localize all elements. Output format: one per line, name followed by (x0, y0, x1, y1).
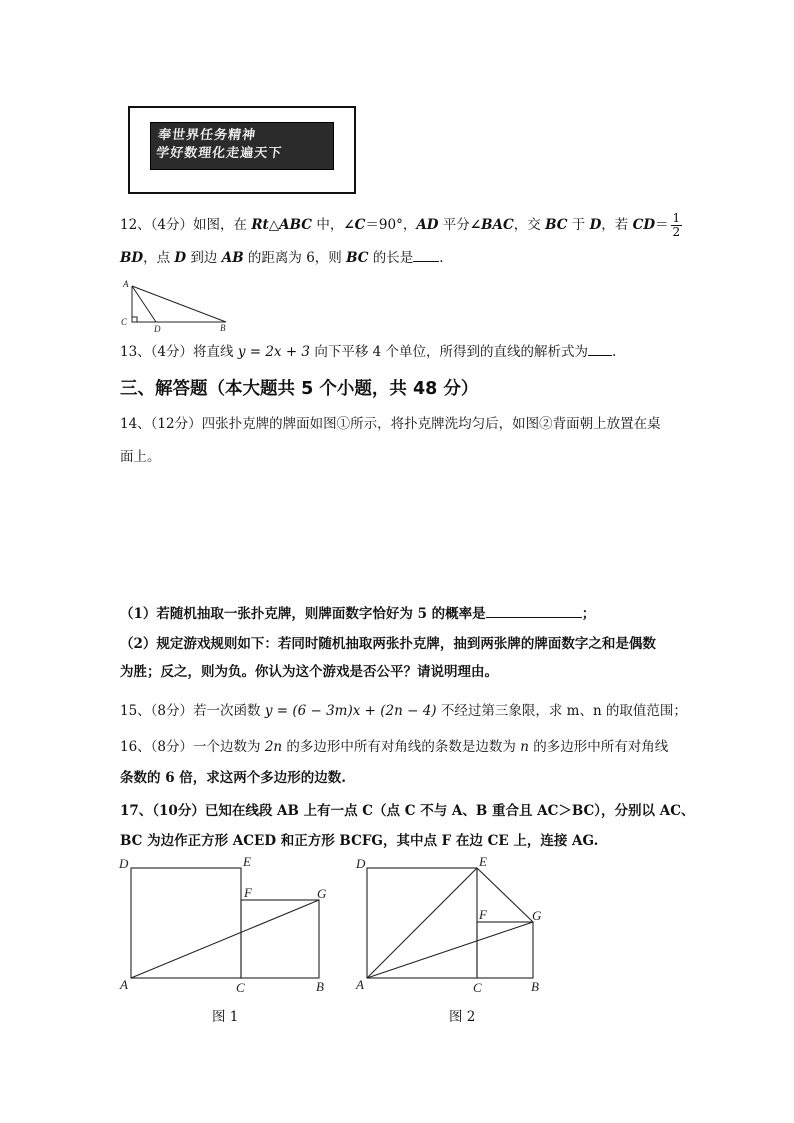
svg-text:C: C (236, 980, 245, 995)
svg-text:D: D (119, 856, 129, 871)
right-angle-mark (132, 317, 137, 322)
q14-line-2: 面上。 (120, 449, 161, 465)
label-d: D (154, 324, 161, 334)
q12-line-1: 12、（4分）如图，在 Rt△ABC 中，∠C＝90°，AD 平分∠BAC，交 BC 于 D，若 CD＝ $\frac{1}{2}$ (120, 211, 681, 239)
figure-1-caption: 图 1 (212, 1009, 239, 1025)
q13: 13、（4分）将直线 y = 2x + 3 向下平移 4 个单位，所得到的直线的解析式为 . (120, 341, 616, 362)
q16-line-1: 16、（8分）一个边数为 2n 的多边形中所有对角线的条数是边数为 n 的多边形中所有对角线 (120, 739, 669, 755)
q13-expression: y = 2x + 3 (237, 344, 311, 360)
q14-line-1: 14、（12分）四张扑克牌的牌面如图①所示，将扑克牌洗均匀后，如图②背面朝上放置在桌 (120, 416, 661, 432)
square-bcfg (241, 900, 319, 978)
answer-blank[interactable] (413, 247, 439, 262)
figure-2-caption: 图 2 (449, 1009, 476, 1025)
seal-inner (150, 122, 334, 170)
square-aced (131, 868, 241, 978)
side-ab (132, 286, 226, 322)
svg-text:B: B (531, 979, 539, 994)
svg-text:A: A (120, 977, 128, 992)
q14-sub-1: （1）若随机抽取一张扑克牌，则牌面数字恰好为 5 的概率是 ； (120, 603, 595, 624)
section-heading: 三、解答题（本大题共 5 个小题，共 48 分） (120, 379, 479, 399)
svg-text:B: B (316, 979, 324, 994)
svg-text:F: F (479, 907, 487, 922)
segment-ag (131, 900, 319, 978)
svg-text:C: C (473, 980, 482, 995)
q17-line-2: BC 为边作正方形 ACED 和正方形 BCFG，其中点 F 在边 CE 上，连接 AG. (120, 833, 599, 849)
q16-line-2: 条数的 6 倍，求这两个多边形的边数. (120, 770, 346, 786)
svg-text:E: E (479, 854, 487, 869)
figure-2 (348, 850, 578, 1000)
segment-ae (367, 868, 477, 978)
label-b: B (220, 323, 226, 333)
seal-image (128, 106, 356, 194)
q14-sub-2-line-2: 为胜；反之，则为负。你认为这个游戏是否公平？请说明理由。 (120, 664, 498, 680)
q15-expression: y = (6 − 3m)x + (2n − 4) (264, 703, 437, 719)
label-c: C (121, 317, 128, 327)
svg-text:F: F (244, 885, 252, 900)
svg-text:E: E (243, 854, 251, 869)
q15: 15、（8分）若一次函数 y = (6 − 3m)x + (2n − 4) 不经过第三象限，求 m、n 的取值范围； (120, 703, 687, 719)
seal-line-1: 奉世界任务精神 (157, 128, 257, 143)
svg-text:D: D (356, 856, 366, 871)
svg-text:G: G (317, 886, 327, 901)
segment-ag (367, 922, 533, 978)
answer-blank[interactable] (486, 603, 582, 618)
label-a: A (123, 279, 129, 289)
svg-text:A: A (356, 977, 364, 992)
seal-line-2: 学好数理化走遍天下 (155, 146, 283, 161)
fraction-one-half: $\frac{1}{2}$ (672, 211, 681, 239)
answer-blank[interactable] (588, 341, 612, 356)
q12-line-2: BD，点 D 到边 AB 的距离为 6，则 BC 的长是 . (120, 247, 444, 268)
triangle-figure (118, 278, 238, 334)
figure-1 (112, 850, 342, 1000)
q17-line-1: 17、（10分）已知在线段 AB 上有一点 C（点 C 不与 A、B 重合且 AC＞BC），分别以 AC、 (120, 803, 695, 819)
svg-text:G: G (532, 908, 542, 923)
square-bcfg (477, 922, 533, 978)
seal-text (155, 127, 329, 163)
q14-sub-2-line-1: （2）规定游戏规则如下：若同时随机抽取两张扑克牌，抽到两张牌的牌面数字之和是偶数 (120, 636, 656, 652)
